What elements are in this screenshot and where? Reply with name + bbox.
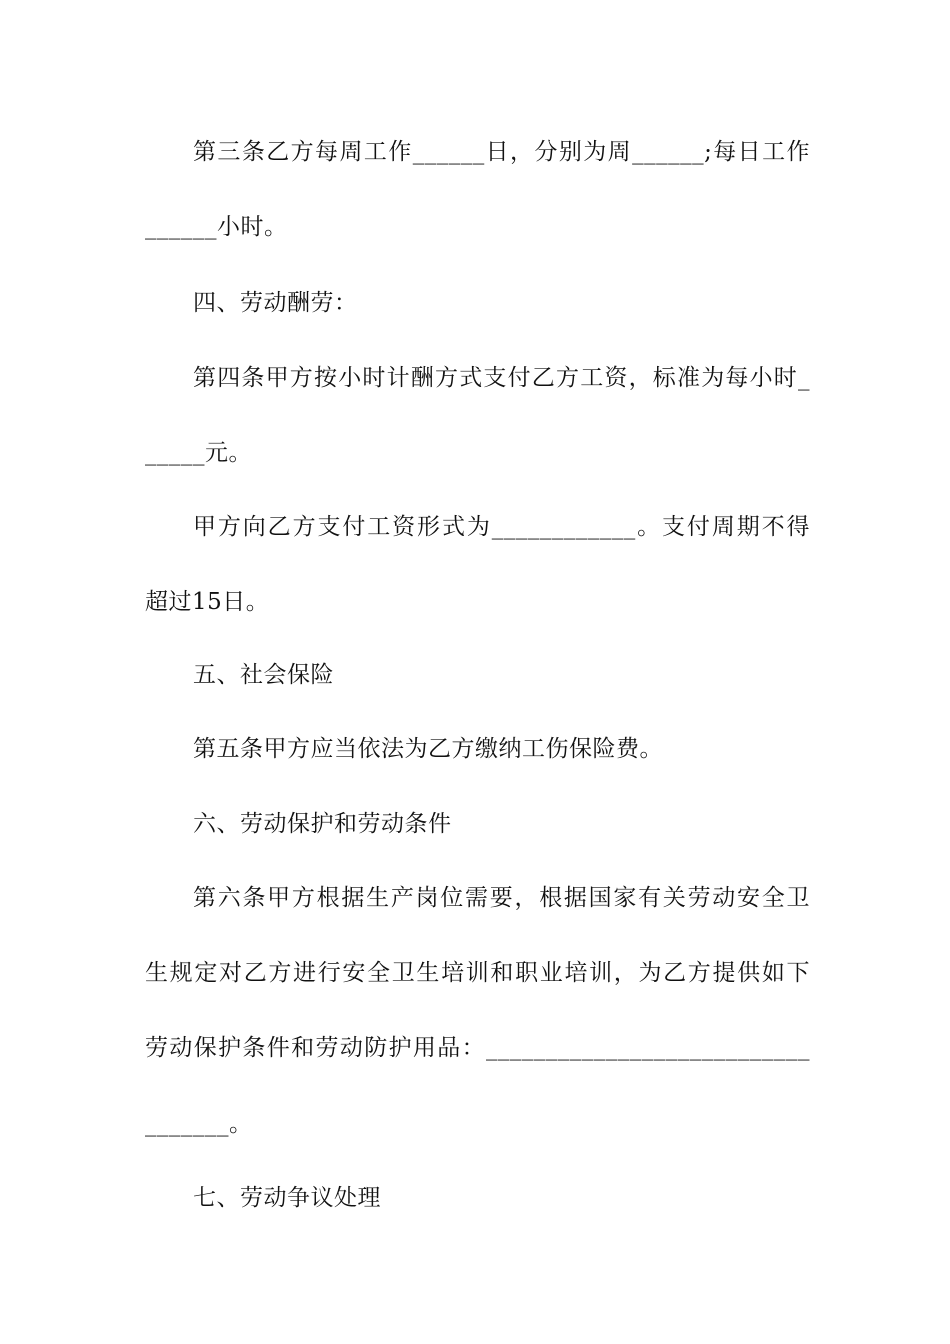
paragraph-article-4-line-1: 第四条甲方按小时计酬方式支付乙方工资，标准为每小时_ [193,365,810,391]
section-heading-5: 五、社会保险 [193,662,334,688]
section-heading-7: 七、劳动争议处理 [193,1185,381,1211]
section-heading-6: 六、劳动保护和劳动条件 [193,811,452,837]
paragraph-article-3-line-2: ______小时。 [145,214,288,240]
section-heading-4: 四、劳动酬劳： [193,290,358,316]
paragraph-article-4-line-2: _____元。 [145,440,252,466]
paragraph-article-6-line-4: _______。 [145,1111,253,1137]
paragraph-article-6-line-1: 第六条甲方根据生产岗位需要，根据国家有关劳动安全卫 [193,885,810,911]
paragraph-wage-line-2: 超过15日。 [145,589,270,615]
paragraph-article-6-line-3: 劳动保护条件和劳动防护用品：___________________________ [145,1035,810,1061]
paragraph-article-3-line-1: 第三条乙方每周工作______日，分别为周______;每日工作 [193,139,810,165]
paragraph-article-6-line-2: 生规定对乙方进行安全卫生培训和职业培训，为乙方提供如下 [145,960,810,986]
paragraph-wage-line-1: 甲方向乙方支付工资形式为____________。支付周期不得 [193,514,810,540]
paragraph-article-5: 第五条甲方应当依法为乙方缴纳工伤保险费。 [193,736,663,762]
